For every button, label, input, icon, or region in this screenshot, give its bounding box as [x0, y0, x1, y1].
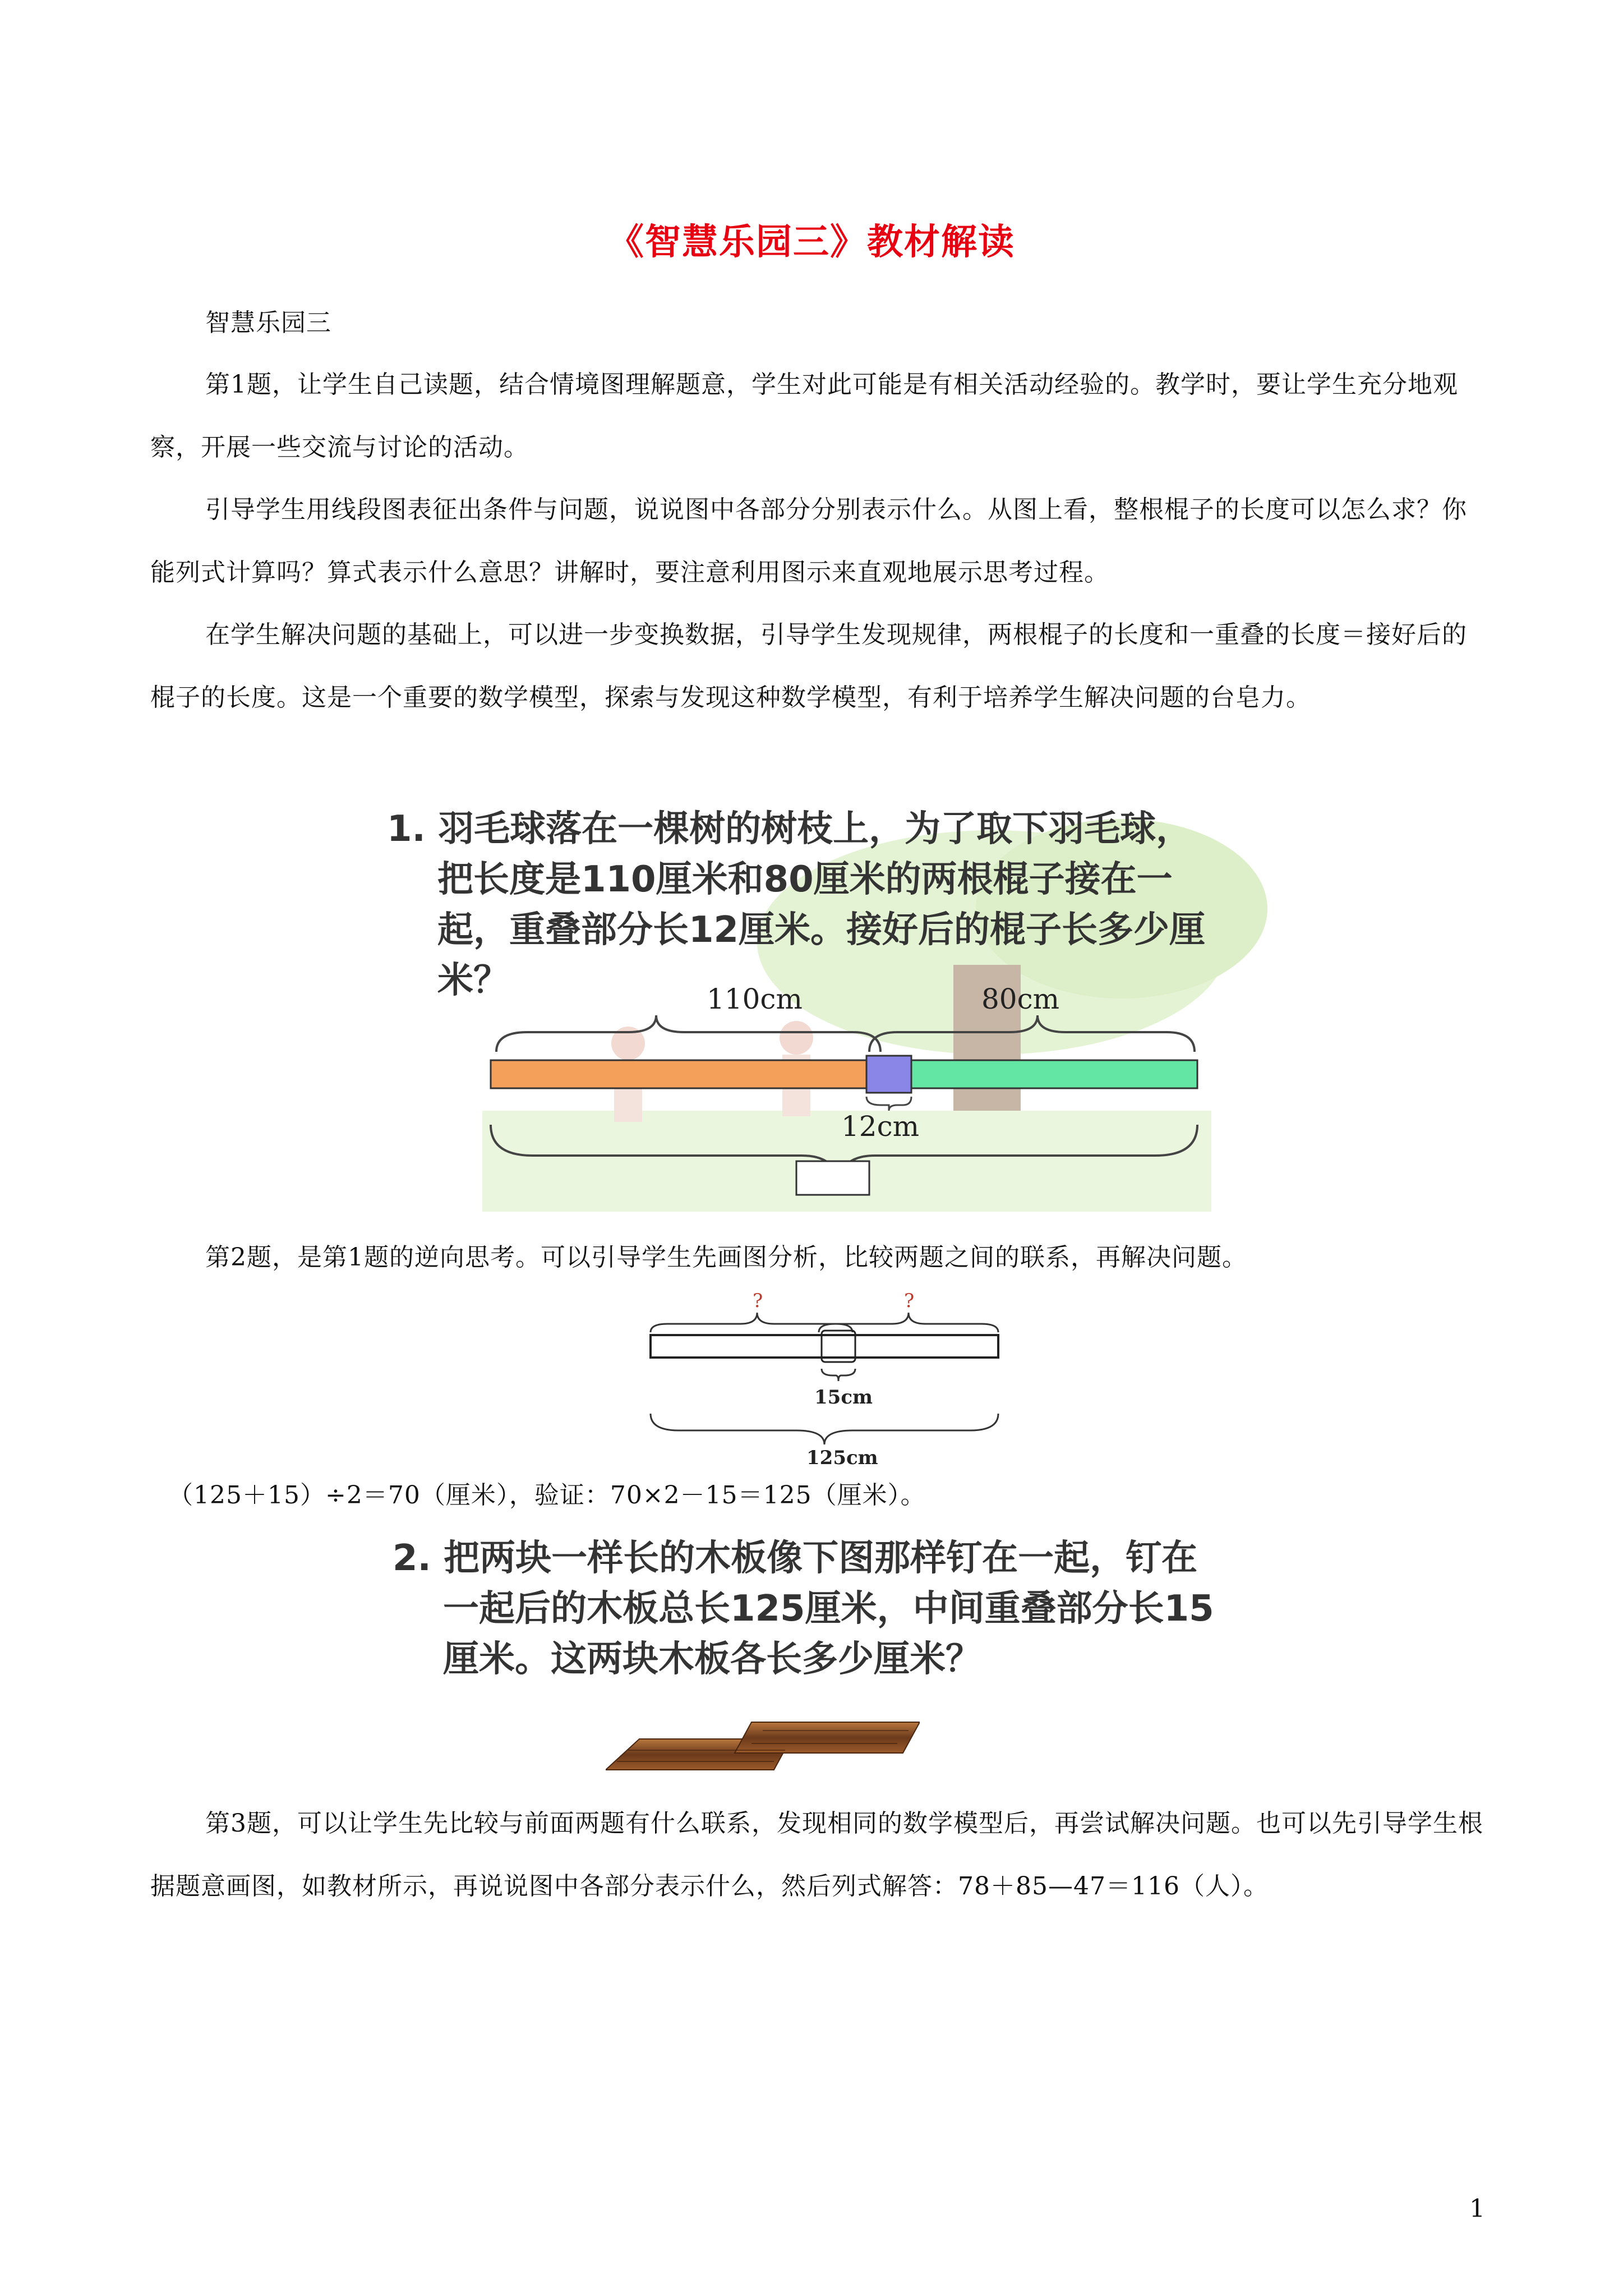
segment-diagram	[645, 1285, 1049, 1470]
section-heading: 智慧乐园三	[205, 309, 331, 337]
wood-boards-illustration	[606, 1717, 920, 1778]
page-title: 《智慧乐园三》教材解读	[608, 221, 1015, 263]
paragraph-1: 第1题，让学生自己读题，结合情境图理解题意，学生对此可能是有相关活动经验的。教学时，要让学生充分地观察，开展一些交流与讨论的活动。	[150, 370, 1458, 462]
problem-1-line-2: 把长度是110厘米和80厘米的两根棍子接在一	[437, 859, 1173, 900]
problem-1-line-3: 起，重叠部分长12厘米。接好后的棍子长多少厘	[437, 909, 1206, 951]
bar-110	[491, 1060, 880, 1088]
problem-1-line-4: 米？	[437, 960, 509, 1001]
board-segment	[651, 1335, 998, 1358]
answer-box	[796, 1161, 869, 1195]
problem-2-line-1: 2. 把两块一样长的木板像下图那样钉在一起，钉在	[393, 1538, 1198, 1579]
paragraph-2: 引导学生用线段图表征出条件与问题，说说图中各部分分别表示什么。从图上看，整根棍子的长度可以怎么求？你能列式计算吗？算式表示什么意思？讲解时，要注意利用图示来直观地展示思考过程。	[150, 495, 1467, 587]
question-mark-1: ?	[753, 1290, 763, 1312]
paragraph-3: 在学生解决问题的基础上，可以进一步变换数据，引导学生发现规律，两根棍子的长度和一重叠的长度＝接好后的棍子的长度。这是一个重要的数学模型，探索与发现这种数学模型，有利于培养学生解决问题的台皂力。	[150, 620, 1467, 712]
brace-110	[496, 1015, 880, 1052]
paragraph-5: （125＋15）÷2＝70（厘米），验证：70×2－15＝125（厘米）。	[168, 1481, 926, 1510]
label-125cm: 125cm	[806, 1447, 878, 1469]
page-number: 1	[1469, 2194, 1485, 2223]
bar-overlap	[866, 1056, 911, 1093]
problem-2-diagram	[645, 1285, 1049, 1470]
problem-2-line-3: 厘米。这两块木板各长多少厘米？	[443, 1639, 981, 1680]
wood-board-right	[735, 1722, 920, 1753]
problem-2-line-2: 一起后的木板总长125厘米，中间重叠部分长15	[443, 1588, 1214, 1630]
label-110cm: 110cm	[707, 983, 803, 1015]
problem-3-figure	[381, 1531, 1301, 1778]
label-80cm: 80cm	[981, 983, 1060, 1015]
paragraph-6: 第3题，可以让学生先比较与前面两题有什么联系，发现相同的数学模型后，再尝试解决问题。也可以先引导学生根据题意画图，如教材所示，再说说图中各部分表示什么，然后列式解答：78＋85—47＝116（人）。	[150, 1809, 1483, 1901]
problem-1-figure	[365, 797, 1295, 1223]
label-12cm: 12cm	[841, 1110, 920, 1143]
label-15cm: 15cm	[814, 1386, 873, 1409]
problem-1-line-1: 1. 羽毛球落在一棵树的树枝上，为了取下羽毛球，	[387, 808, 1192, 850]
question-mark-2: ?	[904, 1290, 915, 1312]
bar-80	[880, 1060, 1197, 1088]
paragraph-4: 第2题，是第1题的逆向思考。可以引导学生先画图分析，比较两题之间的联系，再解决问题。	[205, 1243, 1247, 1272]
